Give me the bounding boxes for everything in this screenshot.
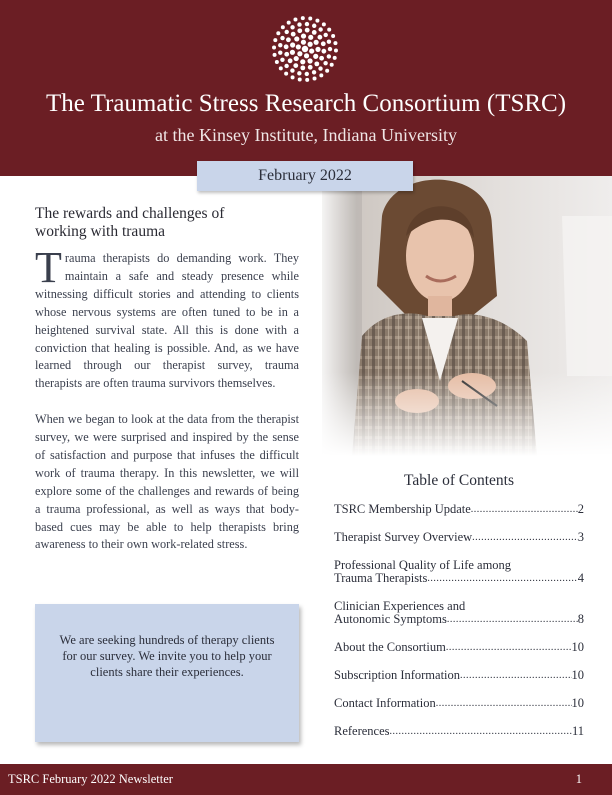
- logo-dot: [291, 32, 296, 37]
- logo-dot: [324, 33, 328, 37]
- logo-dot: [300, 59, 305, 64]
- callout-text: We are seeking hundreds of therapy clients for our survey. We invite you to help your clients share their experiences.: [59, 633, 275, 679]
- logo-dot: [312, 70, 316, 74]
- logo-dot: [309, 48, 314, 53]
- toc-leader-dots: [460, 669, 571, 682]
- issue-date-banner: February 2022: [197, 161, 413, 191]
- toc-leader-dots: [436, 697, 572, 710]
- logo-dot: [275, 60, 279, 64]
- logo-dot: [273, 53, 277, 57]
- logo-dot: [284, 52, 289, 57]
- toc-item[interactable]: [334, 641, 584, 654]
- paragraph-1-text: rauma therapists do demanding work. They maintain a safe and steady presence while witnessing difficult stories and attending to clients whose nervous systems are often tuned to be in a heightened survival state. All this is done with a conviction that healing is possible. And, as we have learned through our therapist survey, trauma therapists are often trauma survivors themselves.: [35, 251, 299, 391]
- logo-dot: [276, 31, 280, 35]
- toc-leader-dots: [472, 531, 578, 544]
- logo-dot: [308, 42, 313, 47]
- logo-dot: [297, 22, 301, 26]
- logo-dot: [281, 25, 285, 29]
- logo-dot: [314, 40, 319, 45]
- toc-leader-dots: [471, 503, 578, 516]
- logo-dot: [305, 78, 309, 82]
- logo-dot: [298, 78, 302, 82]
- logo-dot: [293, 18, 297, 22]
- toc-item[interactable]: [334, 572, 584, 585]
- toc-leader-dots: [427, 572, 577, 585]
- logo-dot: [301, 16, 305, 20]
- logo-dot: [319, 73, 323, 77]
- survey-callout-box: [35, 604, 299, 742]
- logo-dot: [321, 41, 326, 46]
- logo-dot: [308, 65, 313, 70]
- logo-dot: [272, 45, 276, 49]
- logo-dot: [333, 41, 337, 45]
- logo-dot: [305, 28, 310, 33]
- logo-dot: [286, 37, 291, 42]
- logo-dot: [333, 56, 337, 60]
- footer-page-number: 1: [575, 772, 582, 786]
- logo-dot: [318, 66, 322, 70]
- logo-dot: [304, 53, 309, 58]
- logo-dot: [327, 40, 331, 44]
- logo-dot: [313, 54, 318, 59]
- logo-dot: [307, 58, 312, 63]
- logo-dot: [278, 43, 282, 47]
- logo-dot: [290, 25, 294, 29]
- logo-dot: [319, 56, 324, 61]
- logo-dot: [279, 66, 283, 70]
- toc-leader-dots: [446, 641, 572, 654]
- toc-item-label: About the Consortium: [334, 640, 446, 654]
- logo-dot: [308, 16, 312, 20]
- logo-dot: [318, 27, 322, 31]
- logo-dot: [290, 50, 295, 55]
- article-heading-line1: The rewards and challenges of: [35, 205, 225, 222]
- toc-item-label: Subscription Information: [334, 668, 461, 682]
- logo-dot: [328, 47, 332, 51]
- logo-dot: [278, 50, 282, 54]
- toc-item[interactable]: [334, 725, 584, 738]
- toc-item-label: Trauma Therapists: [334, 571, 428, 585]
- logo-dot: [331, 34, 335, 38]
- footer-bar: [0, 764, 612, 795]
- toc-page-number: 2: [577, 502, 584, 516]
- logo-dot: [308, 35, 313, 40]
- logo-dot: [296, 44, 301, 49]
- logo-dot: [323, 61, 327, 65]
- logo-dot: [327, 28, 331, 32]
- logo-dot: [273, 38, 277, 42]
- logo-dot: [284, 72, 288, 76]
- article-paragraph-2: When we began to look at the data from the therapist survey, we were surprised and inspired by the sense of satisfaction and purpose that infuses the difficult work of trauma therapy. In this newsletter, we will explore some of the challenges and rewards of being a trauma professional, as well as ways that body-based cues may be able to help therapists bring awareness to their own work-related stress.: [35, 412, 299, 552]
- logo-dot: [302, 46, 308, 52]
- logo-dot: [315, 47, 320, 52]
- logo-dot: [290, 42, 295, 47]
- logo-dot: [287, 21, 291, 25]
- article-paragraph-1: [35, 243, 299, 393]
- header-banner: [0, 0, 612, 176]
- toc-item-label: References: [334, 724, 390, 738]
- toc-page-number: 10: [571, 640, 584, 654]
- toc-page-number: 3: [577, 530, 584, 544]
- logo-dot: [301, 33, 306, 38]
- logo-dot: [284, 44, 289, 49]
- logo-dot: [280, 58, 284, 62]
- toc-item-label: Clinician Experiences and: [334, 599, 466, 613]
- logo-dot: [293, 63, 298, 68]
- logo-dot: [321, 49, 326, 54]
- logo-dot: [330, 63, 334, 67]
- logo-dot: [288, 58, 293, 63]
- article-heading-line2: working with trauma: [35, 223, 166, 240]
- logo-dot: [317, 35, 322, 40]
- toc-item-label: Autonomic Symptoms: [334, 612, 447, 626]
- toc-leader-dots: [390, 725, 572, 738]
- toc-item[interactable]: [334, 697, 584, 710]
- therapist-photo: [322, 176, 612, 456]
- toc-item-label: Contact Information: [334, 696, 436, 710]
- toc-item[interactable]: [334, 531, 584, 544]
- toc-page-number: 4: [577, 571, 584, 585]
- logo-dot: [322, 22, 326, 26]
- logo-dot: [291, 75, 295, 79]
- toc-item-label: Therapist Survey Overview: [334, 530, 473, 544]
- newsletter-subtitle: at the Kinsey Institute, Indiana University: [155, 125, 457, 145]
- logo-dot: [280, 36, 284, 40]
- table-of-contents: [334, 472, 584, 753]
- article-body: [35, 243, 299, 572]
- mandala-logo-icon: [270, 14, 340, 84]
- logo-dot: [313, 76, 317, 80]
- logo-dot: [315, 19, 319, 23]
- toc-page-number: 11: [571, 724, 584, 738]
- logo-dot: [305, 22, 309, 26]
- toc-leader-dots: [447, 613, 578, 626]
- logo-dot: [294, 36, 299, 41]
- toc-heading: Table of Contents: [404, 472, 514, 489]
- toc-list: [334, 503, 584, 738]
- logo-dot: [297, 51, 302, 56]
- logo-dot: [297, 71, 301, 75]
- toc-item[interactable]: [334, 613, 584, 626]
- drop-cap: T: [35, 243, 62, 292]
- article-heading: [35, 205, 285, 241]
- footer-text: TSRC February 2022 Newsletter: [8, 772, 173, 786]
- toc-item[interactable]: [334, 503, 584, 516]
- logo-dot: [305, 72, 309, 76]
- logo-dot: [327, 54, 331, 58]
- toc-page-number: 8: [577, 612, 584, 626]
- logo-dot: [325, 69, 329, 73]
- logo-dot: [284, 64, 288, 68]
- logo-dot: [294, 56, 299, 61]
- toc-item[interactable]: [334, 669, 584, 682]
- logo-dot: [312, 24, 316, 28]
- logo-dot: [290, 68, 294, 72]
- logo-dot: [312, 30, 317, 35]
- logo-dot: [297, 28, 302, 33]
- toc-page-number: 10: [571, 696, 584, 710]
- logo-dot: [300, 65, 305, 70]
- toc-item-label: TSRC Membership Update: [334, 502, 471, 516]
- logo-dot: [301, 40, 306, 45]
- logo-dot: [334, 49, 338, 53]
- newsletter-title: The Traumatic Stress Research Consortium (TSRC): [45, 90, 567, 117]
- toc-page-number: 10: [571, 668, 584, 682]
- logo-dot: [285, 30, 289, 34]
- toc-item-label: Professional Quality of Life among: [334, 558, 512, 572]
- logo-dot: [314, 61, 319, 66]
